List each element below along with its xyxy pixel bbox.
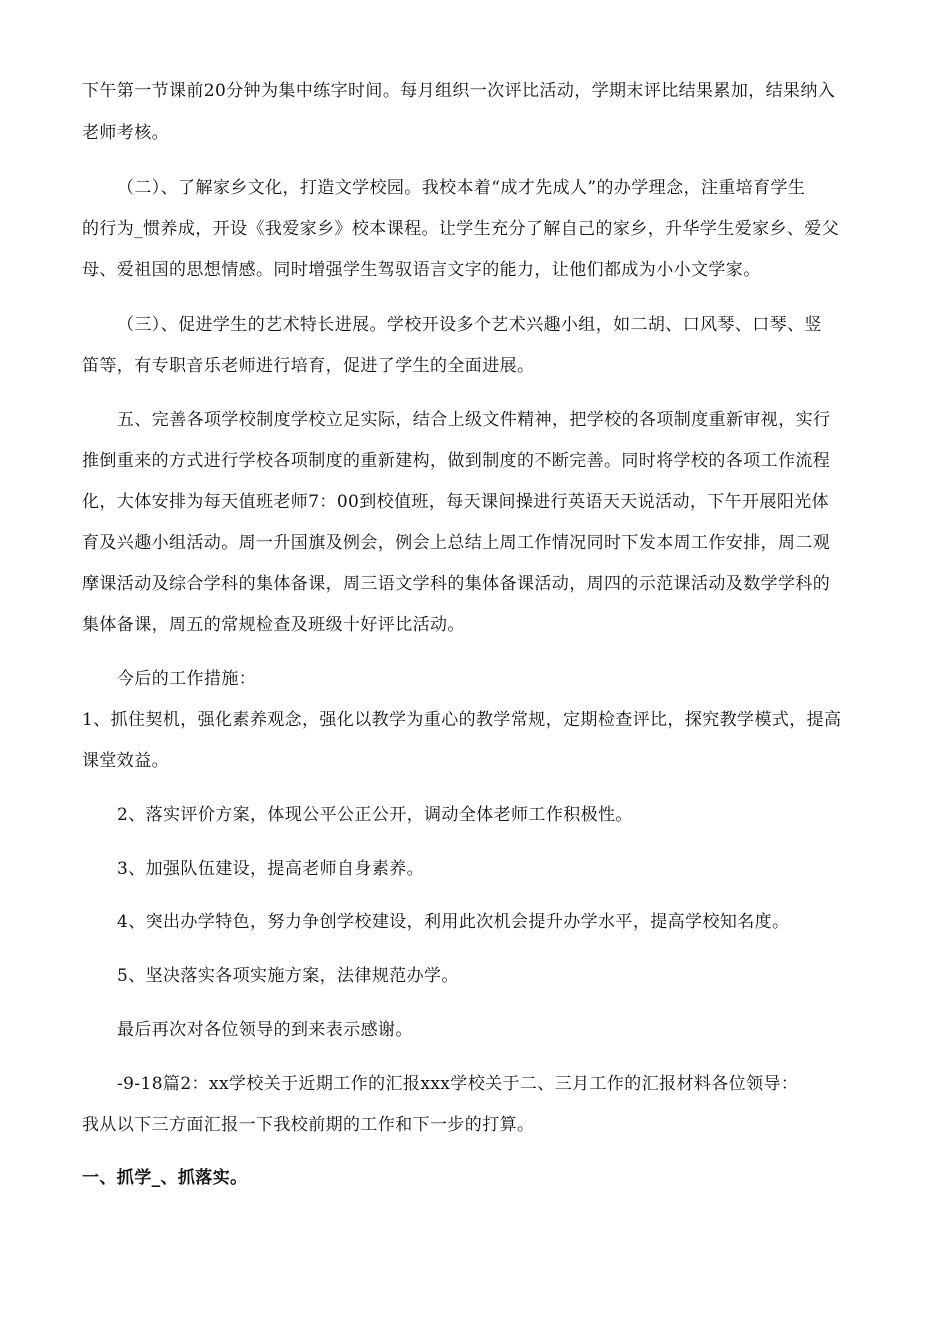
closing-thanks: 最后再次对各位领导的到来表示感谢。 (117, 1020, 413, 1040)
list-item-4: 4、突出办学特色，努力争创学校建设，利用此次机会提升办学水平，提高学校知名度。 (117, 912, 790, 932)
paragraph-line-2: 老师考核。 (82, 123, 169, 143)
paragraph-line-10: 化，大体安排为每天值班老师7：00到校值班，每天课间操进行英语天天说活动，下午开展阳光体 (82, 492, 830, 512)
paragraph-line-11: 育及兴趣小组活动。周一升国旗及例会，例会上总结上周工作情况同时下发本周工作安排，周二观 (82, 533, 831, 553)
paragraph-line-7: 笛等，有专职音乐老师进行培育，促进了学生的全面进展。 (82, 356, 535, 376)
paragraph-line-9: 推倒重来的方式进行学校各项制度的重新建构，做到制度的不断完善。同时将学校的各项工作流程 (82, 451, 831, 471)
paragraph-line-13: 集体备课，周五的常规检查及班级十好评比活动。 (82, 615, 465, 635)
list-item-1-line-1: 1、抓住契机，强化素养观念，强化以教学为重心的教学常规，定期检查评比，探究教学模式，提高 (82, 710, 842, 730)
paragraph-line-3: （二）、了解家乡文化，打造文学校园。我校本着“成才先成人”的办学理念，注重培育学生 (117, 178, 806, 198)
paragraph-line-12: 摩课活动及综合学科的集体备课，周三语文学科的集体备课活动，周四的示范课活动及数学学科的 (82, 574, 831, 594)
list-item-3: 3、加强队伍建设，提高老师自身素养。 (117, 859, 425, 879)
paragraph-line-6: （三）、促进学生的艺术特长进展。学校开设多个艺术兴趣小组，如二胡、口风琴、口琴、竖 (117, 315, 822, 335)
paragraph-line-4: 的行为_惯养成，开设《我爱家乡》校本课程。让学生充分了解自己的家乡，升华学生爱家乡、爱父 (82, 219, 840, 239)
report-2-intro-line-1: -9-18篇2：xx学校关于近期工作的汇报xxx学校关于二、三月工作的汇报材料各位领导： (117, 1074, 799, 1094)
list-item-2: 2、落实评价方案，体现公平公正公开，调动全体老师工作积极性。 (117, 805, 633, 825)
paragraph-line-5: 母、爱祖国的思想情感。同时增强学生驾驭语言文字的能力，让他们都成为小小文学家。 (82, 260, 761, 280)
section-heading-1: 一、抓学_、抓落实。 (82, 1168, 248, 1188)
paragraph-line-1: 下午第一节课前20分钟为集中练字时间。每月组织一次评比活动，学期末评比结果累加，结果纳入 (82, 81, 836, 101)
report-2-intro-line-2: 我从以下三方面汇报一下我校前期的工作和下一步的打算。 (82, 1115, 535, 1135)
list-item-5: 5、坚决落实各项实施方案，法律规范办学。 (117, 966, 459, 986)
section-heading-measures: 今后的工作措施： (117, 669, 257, 689)
list-item-1-line-2: 课堂效益。 (82, 751, 169, 771)
paragraph-line-8: 五、完善各项学校制度学校立足实际，结合上级文件精神，把学校的各项制度重新审视，实行 (117, 410, 831, 430)
